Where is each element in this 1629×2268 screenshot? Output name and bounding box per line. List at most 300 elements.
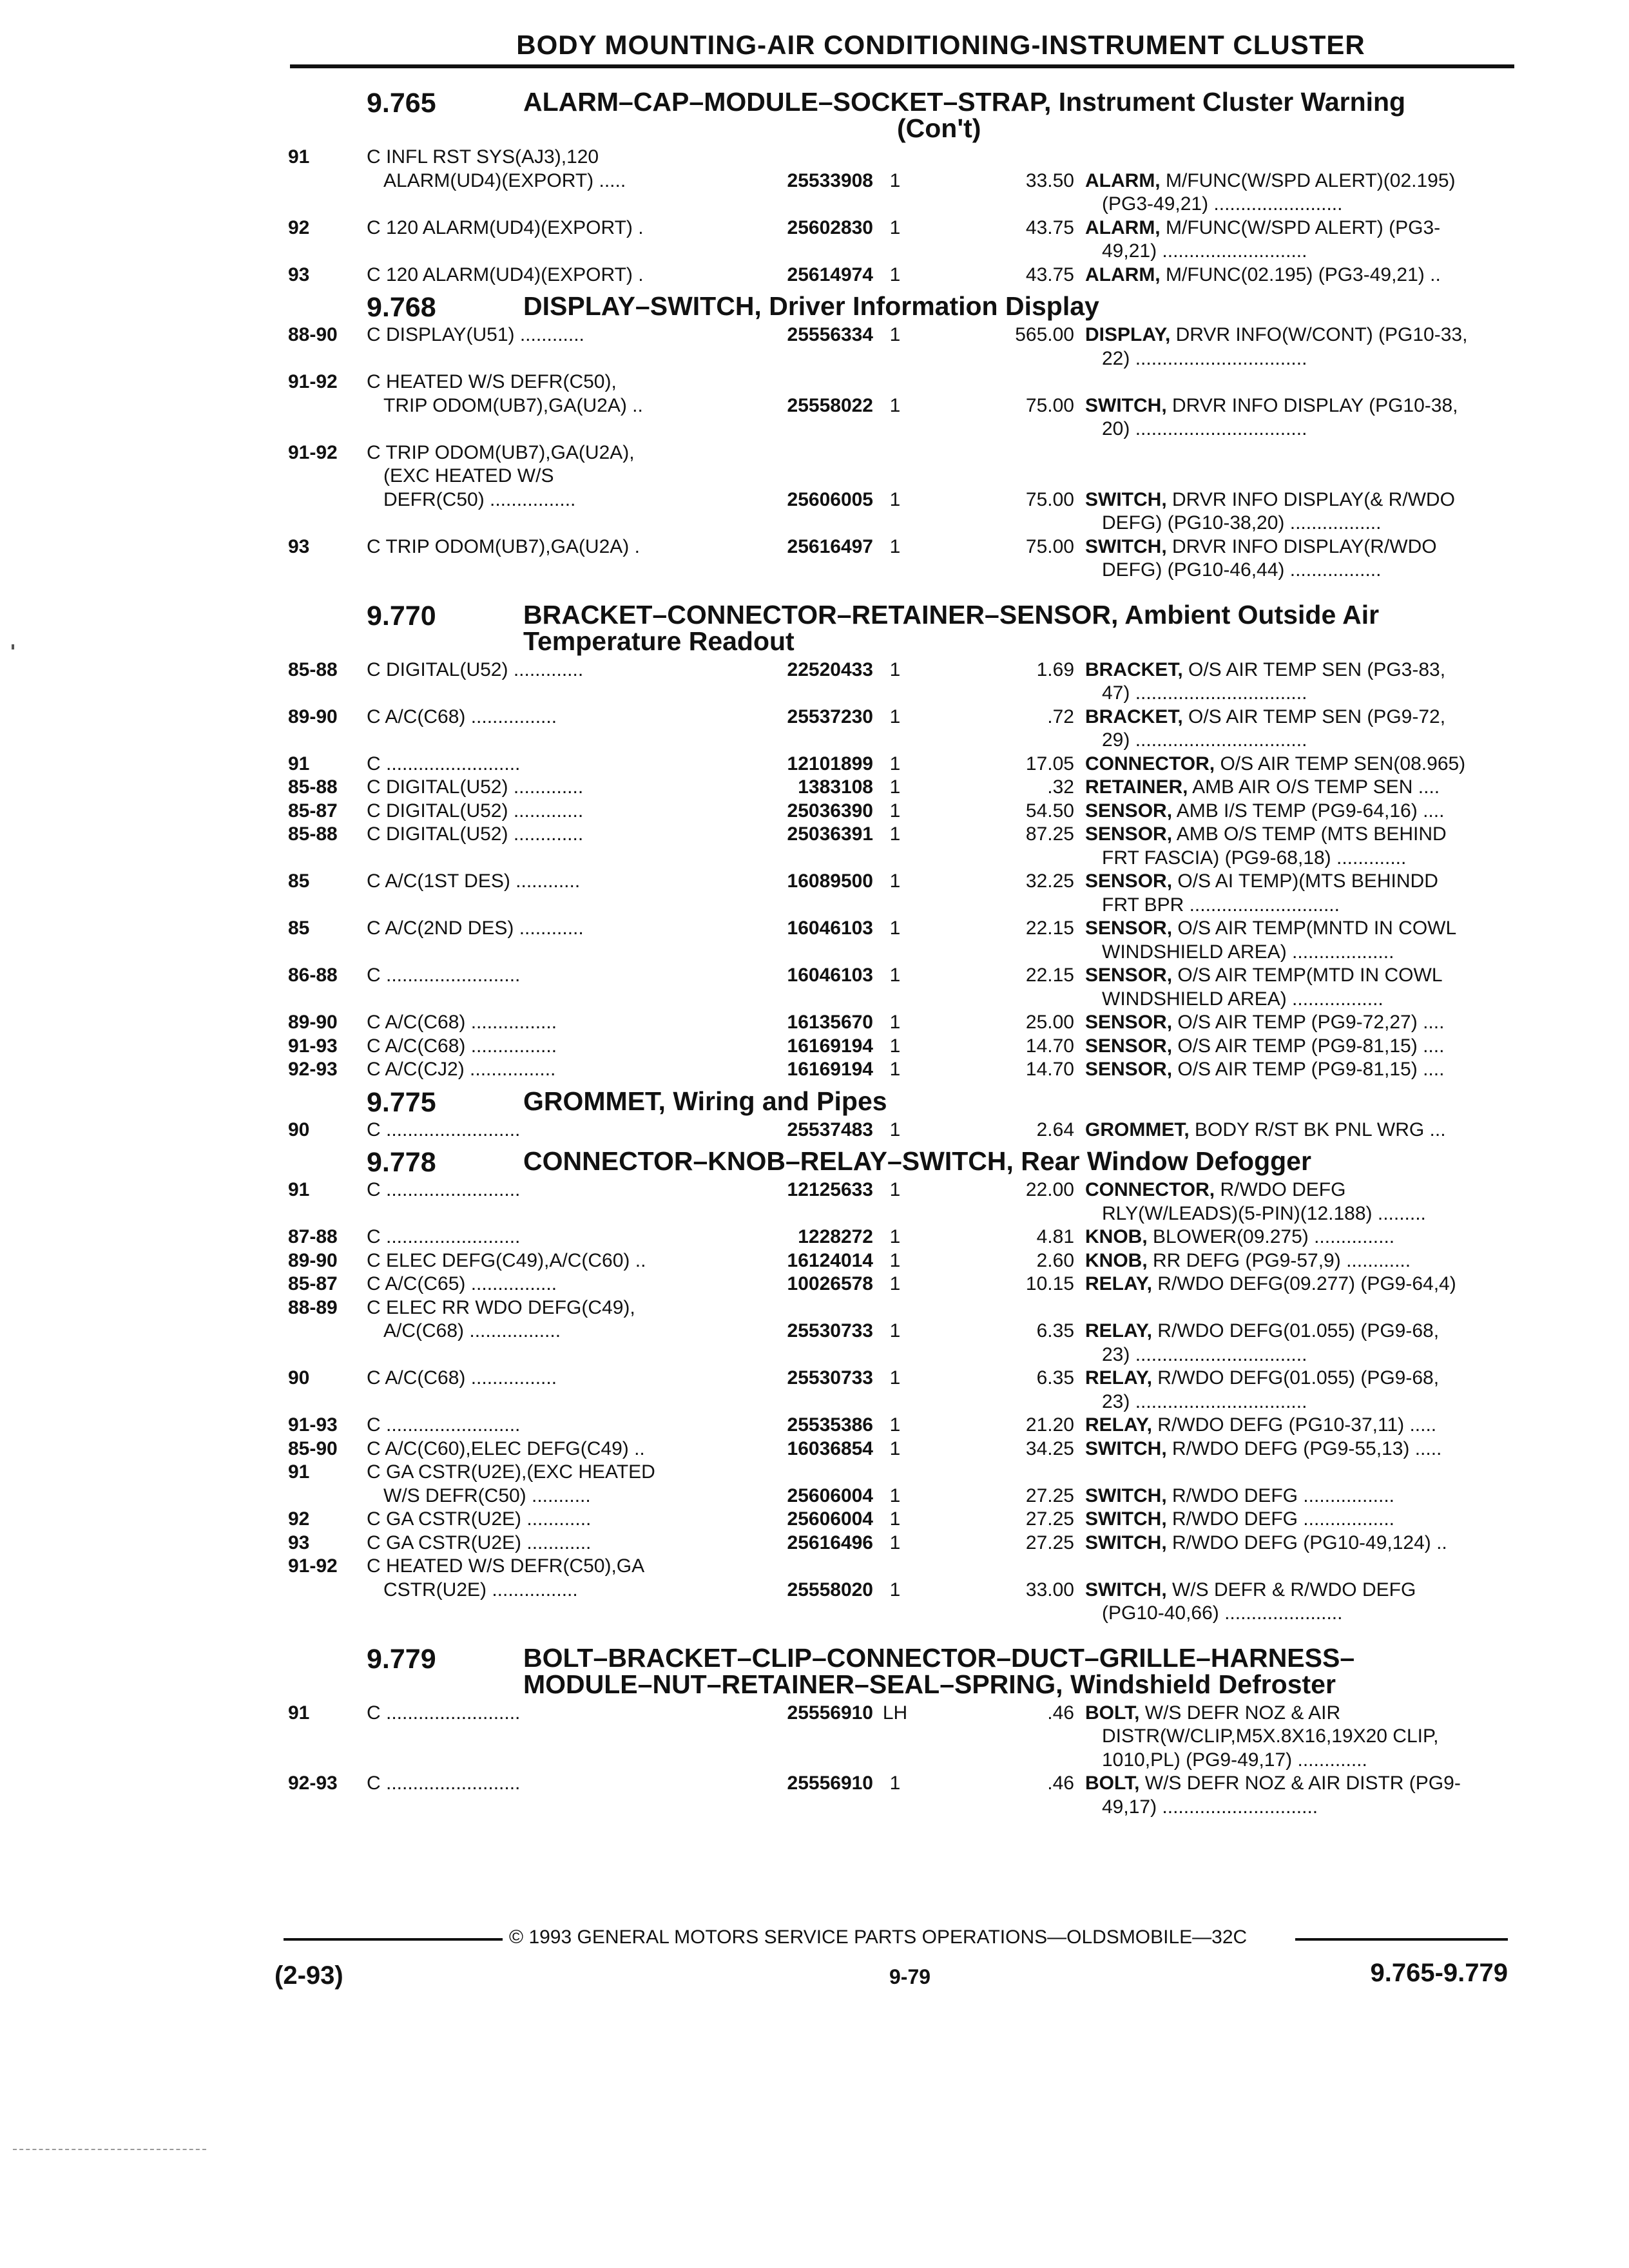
part-name-detail: (PG3-49,21) ........................ — [1102, 193, 1343, 215]
part-name-detail: O/S AIR TEMP (PG9-81,15) .... — [1172, 1035, 1445, 1057]
entry-line — [288, 1725, 1512, 1749]
quantity: 1 — [889, 706, 901, 727]
parts-entry — [288, 917, 1512, 964]
part-name-keyword: SWITCH, — [1085, 1579, 1167, 1600]
part-number: 16046103 — [787, 965, 873, 986]
quantity: 1 — [889, 1035, 901, 1057]
usage-description: C HEATED W/S DEFR(C50),GA — [367, 1555, 645, 1577]
part-name — [1102, 941, 1394, 965]
part-name-keyword: SENSOR, — [1085, 918, 1173, 939]
section-number: 9.770 — [367, 600, 436, 631]
usage-description: C A/C(C68) ................ — [367, 1012, 557, 1033]
part-name — [1102, 1602, 1342, 1626]
quantity: 1 — [889, 394, 901, 416]
model-year: 85-87 — [288, 800, 338, 822]
part-name — [1102, 193, 1342, 216]
quantity: 1 — [889, 535, 901, 557]
section-title-line: BOLT–BRACKET–CLIP–CONNECTOR–DUCT–GRILLE–HARNESS– — [523, 1642, 1355, 1673]
parts-entry — [288, 1702, 1512, 1773]
model-year: 91-92 — [288, 1555, 338, 1577]
part-name-detail: O/S AIR TEMP (PG9-81,15) .... — [1172, 1059, 1445, 1080]
part-name — [1102, 1390, 1307, 1414]
part-name-detail: R/WDO DEFG(01.055) (PG9-68, — [1152, 1367, 1440, 1389]
model-year: 92-93 — [288, 1773, 338, 1794]
parts-entry — [288, 706, 1512, 753]
part-number: 22520433 — [787, 658, 873, 680]
entry-line — [288, 370, 1512, 394]
part-number: 25606004 — [787, 1485, 873, 1506]
entry-line — [288, 559, 1512, 582]
model-year: 85-88 — [288, 823, 338, 845]
part-name-detail: O/S AIR TEMP (PG9-72,27) .... — [1172, 1012, 1445, 1033]
entry-line — [288, 1461, 1512, 1485]
entry-line — [288, 894, 1512, 918]
part-name-detail: R/WDO DEFG ................. — [1166, 1508, 1395, 1530]
part-name-keyword: DISPLAY, — [1085, 324, 1171, 345]
part-name-detail: 49,17) ............................. — [1102, 1796, 1318, 1818]
quantity: 1 — [889, 1508, 901, 1530]
part-number: 16135670 — [787, 1012, 873, 1033]
parts-entry — [288, 1414, 1512, 1626]
usage-description: C DIGITAL(U52) ............. — [367, 658, 584, 680]
entry-line — [288, 347, 1512, 371]
section-title-line: DISPLAY–SWITCH, Driver Information Display — [523, 291, 1099, 321]
part-number: 16124014 — [787, 1249, 873, 1271]
parts-entry — [288, 753, 1512, 870]
part-name-keyword: KNOB, — [1085, 1226, 1148, 1247]
entry-line — [288, 323, 1512, 347]
entry-line — [288, 776, 1512, 800]
entry-line — [288, 658, 1512, 682]
part-name-detail: O/S AIR TEMP SEN (PG3-83, — [1182, 658, 1446, 680]
part-name-detail: DEFG) (PG10-46,44) ................. — [1102, 559, 1382, 581]
part-number: 25556910 — [787, 1702, 873, 1724]
part-name-detail: R/WDO DEFG (PG10-49,124) .. — [1166, 1532, 1447, 1553]
quantity: 1 — [889, 1012, 901, 1033]
entry-line — [288, 1796, 1512, 1820]
section-title-line: GROMMET, Wiring and Pipes — [523, 1086, 887, 1116]
list-price: 17.05 — [1025, 753, 1074, 774]
model-year: 90 — [288, 1119, 310, 1140]
part-name-keyword: RELAY, — [1085, 1414, 1152, 1436]
quantity: 1 — [889, 1485, 901, 1506]
list-price: 87.25 — [1025, 823, 1074, 845]
part-number: 25616497 — [787, 535, 873, 557]
entry-line — [288, 1119, 1512, 1142]
model-year: 89-90 — [288, 706, 338, 727]
page-title: BODY MOUNTING-AIR CONDITIONING-INSTRUMENT CLUSTER — [516, 30, 1365, 60]
section-heading — [288, 599, 1512, 656]
list-price: 27.25 — [1025, 1508, 1074, 1530]
quantity: 1 — [889, 965, 901, 986]
part-number: 16046103 — [787, 918, 873, 939]
list-price: 4.81 — [1036, 1226, 1074, 1247]
entry-line — [288, 146, 1512, 169]
usage-description: C GA CSTR(U2E),(EXC HEATED — [367, 1461, 655, 1483]
model-year: 85 — [288, 918, 310, 939]
part-number: 16169194 — [787, 1059, 873, 1080]
usage-description: C ......................... — [367, 753, 521, 774]
entry-line — [288, 1249, 1512, 1273]
part-number: 25036390 — [787, 800, 873, 822]
model-year: 86-88 — [288, 965, 338, 986]
part-name — [1102, 1749, 1367, 1773]
part-name-detail: R/WDO DEFG(09.277) (PG9-64,4) — [1152, 1273, 1456, 1294]
part-name-keyword: SWITCH, — [1085, 1485, 1167, 1506]
quantity: 1 — [889, 1273, 901, 1294]
entry-line — [288, 917, 1512, 941]
part-name-keyword: SWITCH, — [1085, 535, 1167, 557]
usage-description: C INFL RST SYS(AJ3),120 — [367, 146, 599, 168]
section-title-line: CONNECTOR–KNOB–RELAY–SWITCH, Rear Window Defogger — [523, 1146, 1311, 1176]
part-name-detail: BLOWER(09.275) ............... — [1147, 1226, 1395, 1247]
list-price: 54.50 — [1025, 800, 1074, 822]
parts-entry — [288, 1367, 1512, 1414]
part-name — [1085, 658, 1445, 682]
list-price: 21.20 — [1025, 1414, 1074, 1436]
part-name — [1085, 1579, 1416, 1602]
list-price: 75.00 — [1025, 394, 1074, 416]
section-title-line: ALARM–CAP–MODULE–SOCKET–STRAP, Instrument Cluster Warning — [523, 87, 1406, 117]
model-year: 85 — [288, 870, 310, 892]
part-name — [1102, 894, 1340, 918]
parts-entry — [288, 1772, 1512, 1819]
part-name-detail: AMB I/S TEMP (PG9-64,16) .... — [1172, 800, 1445, 822]
part-name-detail: 23) ................................ — [1102, 1390, 1307, 1412]
model-year: 91 — [288, 1461, 310, 1483]
entry-line — [288, 193, 1512, 216]
model-year: 85-90 — [288, 1437, 338, 1459]
part-name-detail: O/S AI TEMP)(MTS BEHINDD — [1172, 870, 1438, 892]
usage-description: W/S DEFR(C50) ........... — [383, 1485, 591, 1506]
part-name-detail: DRVR INFO DISPLAY (PG10-38, — [1166, 394, 1458, 416]
section-title-line: Temperature Readout — [523, 626, 795, 656]
quantity: 1 — [889, 1320, 901, 1341]
part-name-detail: DRVR INFO DISPLAY(& R/WDO — [1166, 488, 1455, 510]
entry-line — [288, 1602, 1512, 1626]
part-name — [1085, 964, 1443, 988]
part-name-detail: 23) ................................ — [1102, 1343, 1307, 1365]
model-year: 91 — [288, 146, 310, 168]
entry-line — [288, 535, 1512, 559]
part-name — [1085, 1058, 1444, 1082]
model-year: 93 — [288, 1532, 310, 1553]
part-name — [1102, 682, 1307, 706]
part-name — [1085, 216, 1440, 240]
part-number: 10026578 — [787, 1273, 873, 1294]
list-price: 33.00 — [1025, 1579, 1074, 1600]
quantity: 1 — [889, 658, 901, 680]
part-name-detail: 1010,PL) (PG9-49,17) ............. — [1102, 1749, 1367, 1771]
part-name — [1085, 1367, 1439, 1390]
part-name — [1102, 1202, 1426, 1226]
part-name — [1085, 1011, 1444, 1035]
quantity: 1 — [889, 823, 901, 845]
quantity: 1 — [889, 1179, 901, 1200]
usage-description: C A/C(C60),ELEC DEFG(C49) .. — [367, 1437, 645, 1459]
model-year: 88-90 — [288, 324, 338, 345]
section-title — [523, 599, 1512, 656]
usage-description: C ......................... — [367, 1773, 521, 1794]
part-name — [1102, 988, 1383, 1012]
list-price: 14.70 — [1025, 1059, 1074, 1080]
parts-entry — [288, 658, 1512, 706]
quantity: 1 — [889, 1414, 901, 1436]
list-price: 32.25 — [1025, 870, 1074, 892]
entry-line — [288, 1225, 1512, 1249]
part-number: 25558022 — [787, 394, 873, 416]
section-title — [523, 1642, 1512, 1699]
entry-line — [288, 441, 1512, 465]
part-name — [1085, 1035, 1444, 1059]
part-name-keyword: SENSOR, — [1085, 1035, 1173, 1057]
entry-line — [288, 753, 1512, 776]
entry-line — [288, 1367, 1512, 1390]
entry-line — [288, 1178, 1512, 1202]
usage-description: DEFR(C50) ................ — [383, 488, 576, 510]
parts-entry — [288, 441, 1512, 535]
list-price: 75.00 — [1025, 535, 1074, 557]
part-name-keyword: SWITCH, — [1085, 1437, 1167, 1459]
list-price: 75.00 — [1025, 488, 1074, 510]
usage-description: TRIP ODOM(UB7),GA(U2A) .. — [383, 394, 643, 416]
usage-description: C ......................... — [367, 965, 521, 986]
entry-line — [288, 847, 1512, 870]
part-number: 16089500 — [787, 870, 873, 892]
footer-page-number: 9-79 — [889, 1965, 931, 1988]
part-number: 25606004 — [787, 1508, 873, 1530]
part-name — [1085, 1119, 1446, 1142]
part-name-detail: 29) ................................ — [1102, 729, 1307, 751]
part-name — [1085, 1273, 1456, 1296]
part-number: 25606005 — [787, 488, 873, 510]
model-year: 92-93 — [288, 1059, 338, 1080]
part-name-keyword: BOLT, — [1085, 1702, 1140, 1724]
list-price: 22.15 — [1025, 918, 1074, 939]
entry-line — [288, 465, 1512, 488]
parts-entry — [288, 216, 1512, 264]
entry-line — [288, 418, 1512, 441]
entry-line — [288, 1508, 1512, 1532]
entry-line — [288, 1273, 1512, 1296]
part-name — [1085, 394, 1458, 418]
part-name-detail: R/WDO DEFG — [1215, 1179, 1346, 1200]
part-name-detail: AMB O/S TEMP (MTS BEHIND — [1172, 823, 1447, 845]
section-heading — [288, 291, 1512, 323]
entry-line — [288, 1414, 1512, 1437]
entry-line — [288, 1485, 1512, 1508]
section-number: 9.779 — [367, 1643, 436, 1675]
part-name — [1102, 559, 1381, 582]
model-year: 88-89 — [288, 1296, 338, 1318]
part-name — [1102, 418, 1307, 441]
part-number: 25602830 — [787, 216, 873, 238]
entry-line — [288, 1343, 1512, 1367]
part-name-keyword: CONNECTOR, — [1085, 753, 1215, 774]
quantity: 1 — [889, 1437, 901, 1459]
part-name — [1085, 1320, 1439, 1343]
part-name-keyword: SWITCH, — [1085, 1532, 1167, 1553]
scan-artifact-dot — [12, 644, 14, 649]
parts-entry — [288, 370, 1512, 441]
quantity: 1 — [889, 488, 901, 510]
part-name-detail: WINDSHIELD AREA) ................... — [1102, 941, 1394, 963]
part-name-keyword: GROMMET, — [1085, 1119, 1190, 1140]
part-name-detail: O/S AIR TEMP SEN(08.965) — [1215, 753, 1466, 774]
quantity: 1 — [889, 1367, 901, 1389]
part-name-keyword: SWITCH, — [1085, 394, 1167, 416]
quantity: 1 — [889, 264, 901, 285]
list-price: 22.00 — [1025, 1179, 1074, 1200]
part-number: 16036854 — [787, 1437, 873, 1459]
part-number: 1228272 — [798, 1226, 873, 1247]
entry-line — [288, 169, 1512, 193]
part-name-detail: BODY R/ST BK PNL WRG ... — [1189, 1119, 1446, 1140]
list-price: 6.35 — [1036, 1367, 1074, 1389]
usage-description: C HEATED W/S DEFR(C50), — [367, 371, 617, 392]
part-name-detail: R/WDO DEFG(01.055) (PG9-68, — [1152, 1320, 1440, 1341]
part-name — [1085, 488, 1455, 512]
entry-line — [288, 823, 1512, 847]
list-price: 27.25 — [1025, 1532, 1074, 1553]
part-name-keyword: SENSOR, — [1085, 965, 1173, 986]
footer-rule-right — [1295, 1938, 1508, 1941]
entry-line — [288, 512, 1512, 535]
part-name-detail: W/S DEFR NOZ & AIR — [1139, 1702, 1341, 1724]
section-heading — [288, 1086, 1512, 1118]
quantity: 1 — [889, 918, 901, 939]
parts-entry — [288, 1225, 1512, 1367]
usage-description: C ......................... — [367, 1179, 521, 1200]
usage-description: C ......................... — [367, 1119, 521, 1140]
list-price: .46 — [1047, 1702, 1074, 1724]
entry-line — [288, 1035, 1512, 1059]
usage-description: C 120 ALARM(UD4)(EXPORT) . — [367, 216, 644, 238]
part-name-detail: 20) ................................ — [1102, 418, 1307, 439]
part-name — [1085, 169, 1456, 193]
part-name-detail: R/WDO DEFG ................. — [1166, 1485, 1395, 1506]
entry-line — [288, 1532, 1512, 1555]
part-name-keyword: RELAY, — [1085, 1367, 1152, 1389]
part-name — [1102, 1796, 1318, 1820]
parts-entry — [288, 264, 1512, 287]
usage-description: C A/C(C65) ................ — [367, 1273, 557, 1294]
entry-line — [288, 216, 1512, 240]
part-name-keyword: RETAINER, — [1085, 776, 1188, 798]
list-price: 2.64 — [1036, 1119, 1074, 1140]
part-name-detail: O/S AIR TEMP(MTD IN COWL — [1172, 965, 1443, 986]
part-name-detail: 22) ................................ — [1102, 347, 1307, 369]
entry-line — [288, 488, 1512, 512]
usage-description: C 120 ALARM(UD4)(EXPORT) . — [367, 264, 644, 285]
part-number: 25556910 — [787, 1773, 873, 1794]
entry-line — [288, 240, 1512, 264]
part-name-keyword: RELAY, — [1085, 1273, 1152, 1294]
part-number: 25556334 — [787, 324, 873, 345]
model-year: 89-90 — [288, 1249, 338, 1271]
entry-line — [288, 1749, 1512, 1773]
section-title — [523, 1088, 1512, 1115]
part-name — [1085, 870, 1438, 894]
model-year: 92 — [288, 1508, 310, 1530]
part-name — [1085, 1485, 1394, 1508]
part-name — [1085, 1225, 1394, 1249]
parts-entry — [288, 964, 1512, 1011]
part-name-detail: O/S AIR TEMP SEN (PG9-72, — [1182, 706, 1446, 727]
entry-line — [288, 394, 1512, 418]
part-name-detail: WINDSHIELD AREA) ................. — [1102, 988, 1383, 1010]
list-price: 565.00 — [1015, 324, 1074, 345]
usage-description: C DIGITAL(U52) ............. — [367, 823, 584, 845]
part-name — [1102, 347, 1307, 371]
part-name-detail: M/FUNC(W/SPD ALERT)(02.195) — [1160, 169, 1456, 191]
model-year: 92 — [288, 216, 310, 238]
usage-description: C A/C(CJ2) ................ — [367, 1059, 556, 1080]
entry-line — [288, 964, 1512, 988]
part-name-keyword: ALARM, — [1085, 216, 1161, 238]
part-name — [1085, 776, 1440, 800]
section-heading — [288, 89, 1512, 142]
footer-copyright: © 1993 GENERAL MOTORS SERVICE PARTS OPERATIONS—OLDSMOBILE—32C — [509, 1927, 1248, 1948]
part-number: 25533908 — [787, 169, 873, 191]
model-year: 91-93 — [288, 1035, 338, 1057]
part-name — [1085, 917, 1456, 941]
usage-description: C DIGITAL(U52) ............. — [367, 776, 584, 798]
model-year: 89-90 — [288, 1012, 338, 1033]
entry-line — [288, 1202, 1512, 1226]
quantity: 1 — [889, 1249, 901, 1271]
part-name-detail: O/S AIR TEMP(MNTD IN COWL — [1172, 918, 1457, 939]
model-year: 85-87 — [288, 1273, 338, 1294]
entry-line — [288, 1437, 1512, 1461]
footer-rule-left — [284, 1938, 503, 1941]
part-name — [1085, 1437, 1441, 1461]
list-price: 1.69 — [1036, 658, 1074, 680]
quantity: 1 — [889, 324, 901, 345]
parts-entry — [288, 870, 1512, 917]
part-name-keyword: KNOB, — [1085, 1249, 1148, 1271]
usage-description: ALARM(UD4)(EXPORT) ..... — [383, 169, 626, 191]
model-year: 93 — [288, 535, 310, 557]
part-name — [1085, 823, 1447, 847]
part-name — [1085, 535, 1437, 559]
part-name — [1102, 729, 1307, 753]
part-name — [1085, 1508, 1394, 1532]
part-number: 25558020 — [787, 1579, 873, 1600]
section-title-line: BRACKET–CONNECTOR–RETAINER–SENSOR, Ambient Outside Air — [523, 599, 1380, 629]
part-name-detail: DRVR INFO DISPLAY(R/WDO — [1166, 535, 1437, 557]
part-name — [1085, 1178, 1345, 1202]
part-name-detail: W/S DEFR & R/WDO DEFG — [1166, 1579, 1416, 1600]
part-name-detail: 47) ................................ — [1102, 682, 1307, 704]
part-name-detail: M/FUNC(W/SPD ALERT) (PG3- — [1160, 216, 1441, 238]
entry-line — [288, 1058, 1512, 1082]
part-number: 25614974 — [787, 264, 873, 285]
part-name — [1085, 323, 1467, 347]
section-number: 9.765 — [367, 88, 436, 119]
quantity: 1 — [889, 776, 901, 798]
model-year: 91-93 — [288, 1414, 338, 1436]
parts-entry — [288, 1011, 1512, 1082]
list-price: 25.00 — [1025, 1012, 1074, 1033]
list-price: .32 — [1047, 776, 1074, 798]
part-number: 25616496 — [787, 1532, 873, 1553]
list-price: 22.15 — [1025, 965, 1074, 986]
part-name-keyword: SENSOR, — [1085, 870, 1173, 892]
part-number: 25537230 — [787, 706, 873, 727]
usage-description: C TRIP ODOM(UB7),GA(U2A) . — [367, 535, 640, 557]
part-name-keyword: SENSOR, — [1085, 1012, 1173, 1033]
